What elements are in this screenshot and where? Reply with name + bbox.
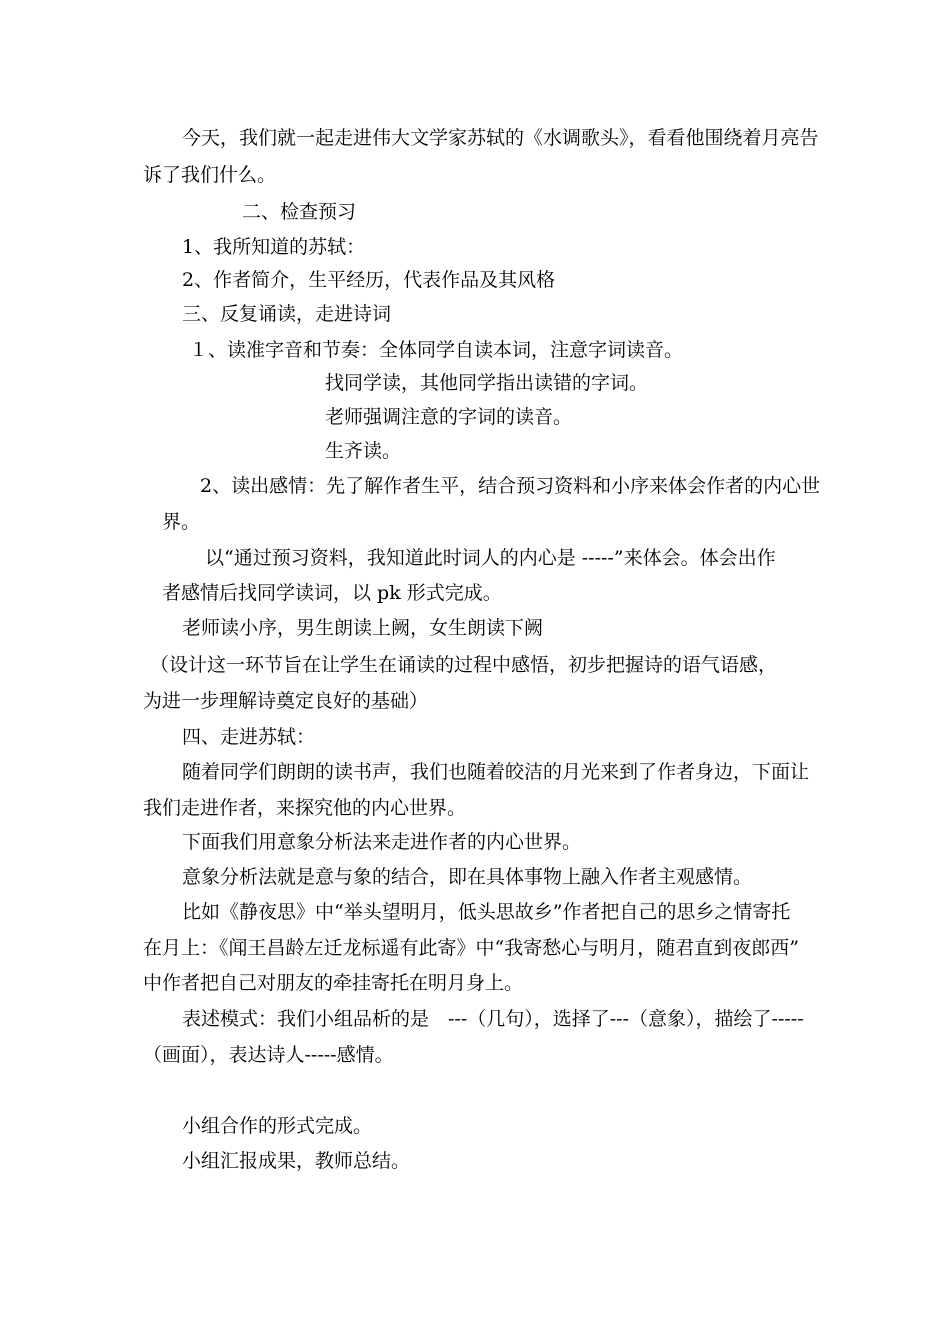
paragraph-line: 随着同学们朗朗的读书声，我们也随着皎洁的月光来到了作者身边，下面让 [182,761,810,783]
paragraph-line: 意象分析法就是意与象的结合，即在具体事物上融入作者主观感情。 [182,866,753,888]
paragraph-line: 中作者把自己对朋友的牵挂寄托在明月身上。 [143,972,524,994]
section-heading: 二、检查预习 [242,201,357,223]
paragraph-line: 为进一步理解诗奠定良好的基础） [143,690,429,712]
paragraph-line: 找同学读，其他同学指出读错的字词。 [325,372,649,394]
list-item: １、读准字音和节奏：全体同学自读本词，注意字词读音。 [189,339,684,361]
paragraph-line: 老师读小序，男生朗读上阙，女生朗读下阙 [182,617,544,639]
paragraph-line: 小组合作的形式完成。 [182,1115,373,1137]
list-item: 1、我所知道的苏轼： [182,236,366,258]
paragraph-line: （设计这一环节旨在让学生在诵读的过程中感悟，初步把握诗的语气语感， [150,654,778,676]
paragraph-line: 比如《静夜思》中“举头望明月，低头思故乡”作者把自己的思乡之情寄托 [182,901,791,923]
list-item: 2、读出感情：先了解作者生平，结合预习资料和小序来体会作者的内心世 [200,475,821,497]
paragraph-line: 我们走进作者，来探究他的内心世界。 [143,797,467,819]
paragraph-line: 生齐读。 [325,440,402,462]
paragraph-line: （画面），表达诗人-----感情。 [143,1044,394,1066]
paragraph-line: 在月上：《闻王昌龄左迁龙标遥有此寄》中“我寄愁心与明月，随君直到夜郎西” [143,937,799,959]
paragraph-line: 今天，我们就一起走进伟大文学家苏轼的《水调歌头》，看看他围绕着月亮告 [182,127,819,149]
paragraph-line: 界。 [162,511,201,533]
paragraph-line: 下面我们用意象分析法来走进作者的内心世界。 [182,831,582,853]
paragraph-line: 诉了我们什么。 [143,164,277,186]
paragraph-line: 小组汇报成果，教师总结。 [182,1150,411,1172]
list-item: 2、作者简介，生平经历，代表作品及其风格 [182,269,556,291]
paragraph-line: 者感情后找同学读词，以 pk 形式完成。 [162,582,502,604]
paragraph-line: 老师强调注意的字词的读音。 [325,406,573,428]
paragraph-line: 表述模式：我们小组品析的是 ---（几句），选择了---（意象），描绘了----- [182,1008,804,1030]
section-heading: 四、走进苏轼： [182,726,316,748]
section-heading: 三、反复诵读，走进诗词 [182,303,392,325]
paragraph-line: 以“通过预习资料，我知道此时词人的内心是 -----”来体会。体会出作 [205,547,776,569]
